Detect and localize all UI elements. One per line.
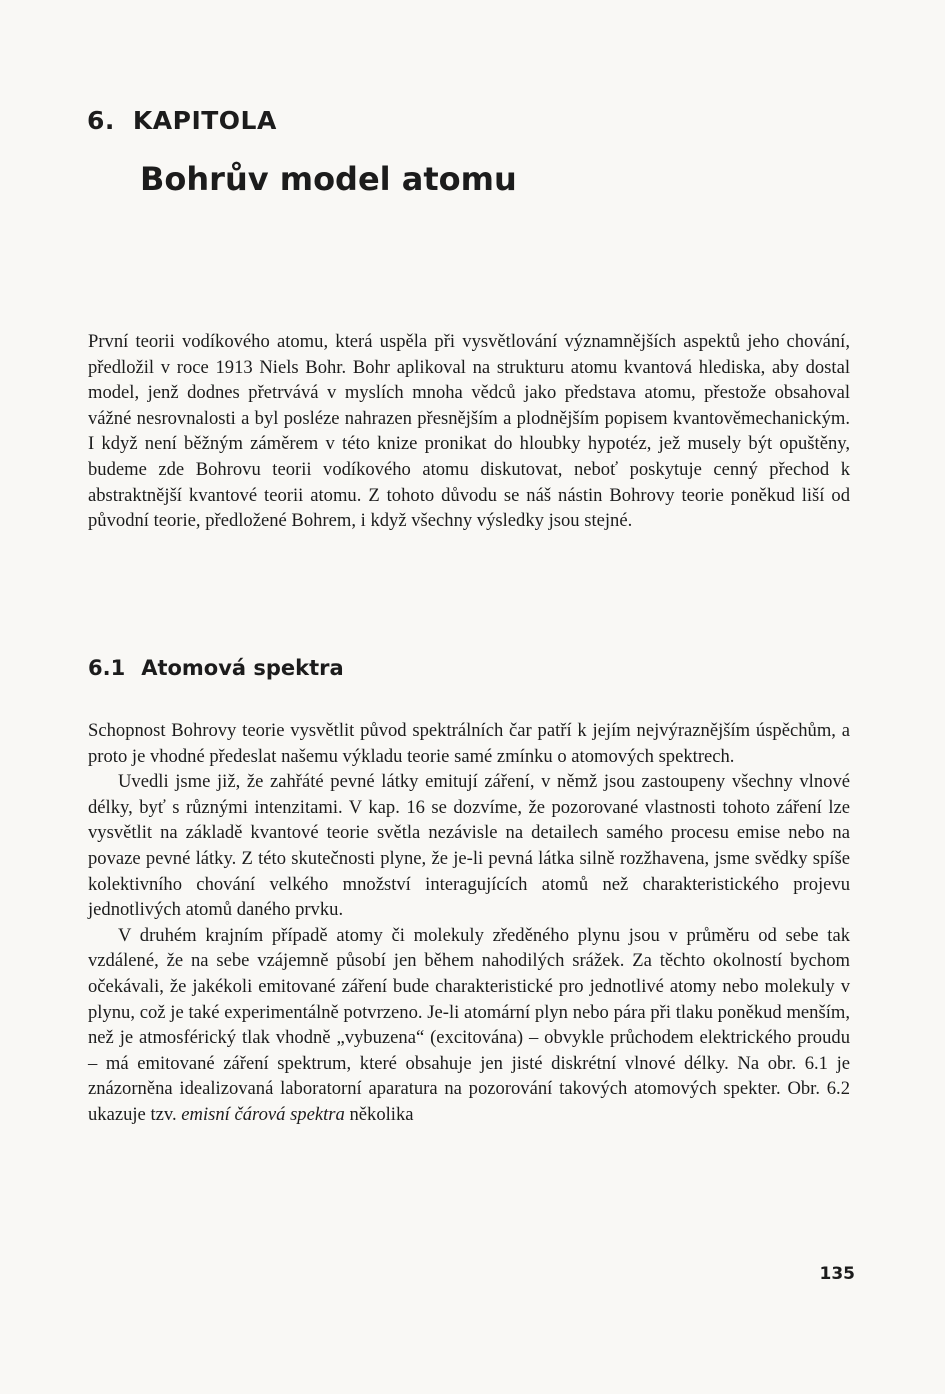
section-paragraph-3 — [88, 923, 850, 1128]
paragraph-3-tail: několika — [349, 1103, 414, 1125]
intro-paragraph: První teorii vodíkového atomu, která uspěla při vysvětlování významnějších aspektů jeho chování, předložil v roce 1913 Niels Bohr. Bohr aplikoval na strukturu atomu kvantová hlediska, aby dostal model, jenž dodnes přetrvává v myslích mnoha vědců jako představa atomu, přestože obsahoval vážné nesrovnalosti a byl posléze nahrazen přesnějším a plodnějším popisem kvantověmechanickým. I když není běžným záměrem v této knize pronikat do hloubky hypotéz, jež musely být opuštěny, budeme zde Bohrovu teorii vodíkového atomu diskutovat, neboť poskytuje cenný přechod k abstraktnější kvantové teorii atomu. Z tohoto důvodu se náš nástin Bohrovy teorie poněkud liší od původní teorie, předložené Bohrem, i když všechny výsledky jsou stejné. — [88, 331, 850, 532]
section-title: Atomová spektra — [141, 656, 344, 680]
section-paragraph-1: Schopnost Bohrovy teorie vysvětlit původ spektrálních čar patří k jejím nejvýraznějším úspěchům, a proto je vhodné předeslat našemu výkladu teorie samé zmínku o atomových spektrech. — [88, 720, 850, 767]
chapter-label — [87, 106, 277, 135]
page-number: 135 — [819, 1264, 855, 1284]
chapter-title: Bohrův model atomu — [140, 160, 517, 198]
paragraph-3-text: V druhém krajním případě atomy či molekuly zředěného plynu jsou v průměru od sebe tak vzdálené, že na sebe vzájemně působí jen během nahodilých srážek. Za těchto okolností bychom očekávali, že jakékoli emitované záření bude charakteristické pro jednotlivé atomy nebo molekuly v plynu, což je také experimentálně potvrzeno. Je-li atomární plyn nebo pára při tlaku poněkud menším, než je atmosférický tlak vhodně „vybuzena“ (excitována) – obvykle průchodem elektrického proudu – má emitované záření spektrum, které obsahuje jen jisté diskrétní vlnové délky. Na obr. 6.1 je znázorněna idealizovaná laboratorní aparatura na pozorování takových atomových spekter. Obr. 6.2 ukazuje tzv. — [88, 924, 850, 1125]
section-paragraph-2: Uvedli jsme již, že zahřáté pevné látky emitují záření, v němž jsou zastoupeny všechny vlnové délky, byť s různými intenzitami. V kap. 16 se dozvíme, že pozorované vlastnosti tohoto záření lze vysvětlit na základě kvantové teorie světla nezávisle na detailech samého procesu emise nebo na povaze pevné látky. Z této skutečnosti plyne, že je-li pevná látka silně rozžhavena, jsme svědky spíše kolektivního chování velkého množství interagujících atomů než charakteristického projevu jednotlivých atomů daného prvku. — [88, 771, 850, 921]
section-body — [88, 718, 850, 1128]
emphasis-term: emisní čárová spektra — [181, 1103, 345, 1125]
section-number: 6.1 — [88, 656, 126, 680]
section-heading — [88, 656, 344, 680]
chapter-number: 6. — [87, 106, 115, 135]
chapter-word: KAPITOLA — [132, 106, 277, 135]
